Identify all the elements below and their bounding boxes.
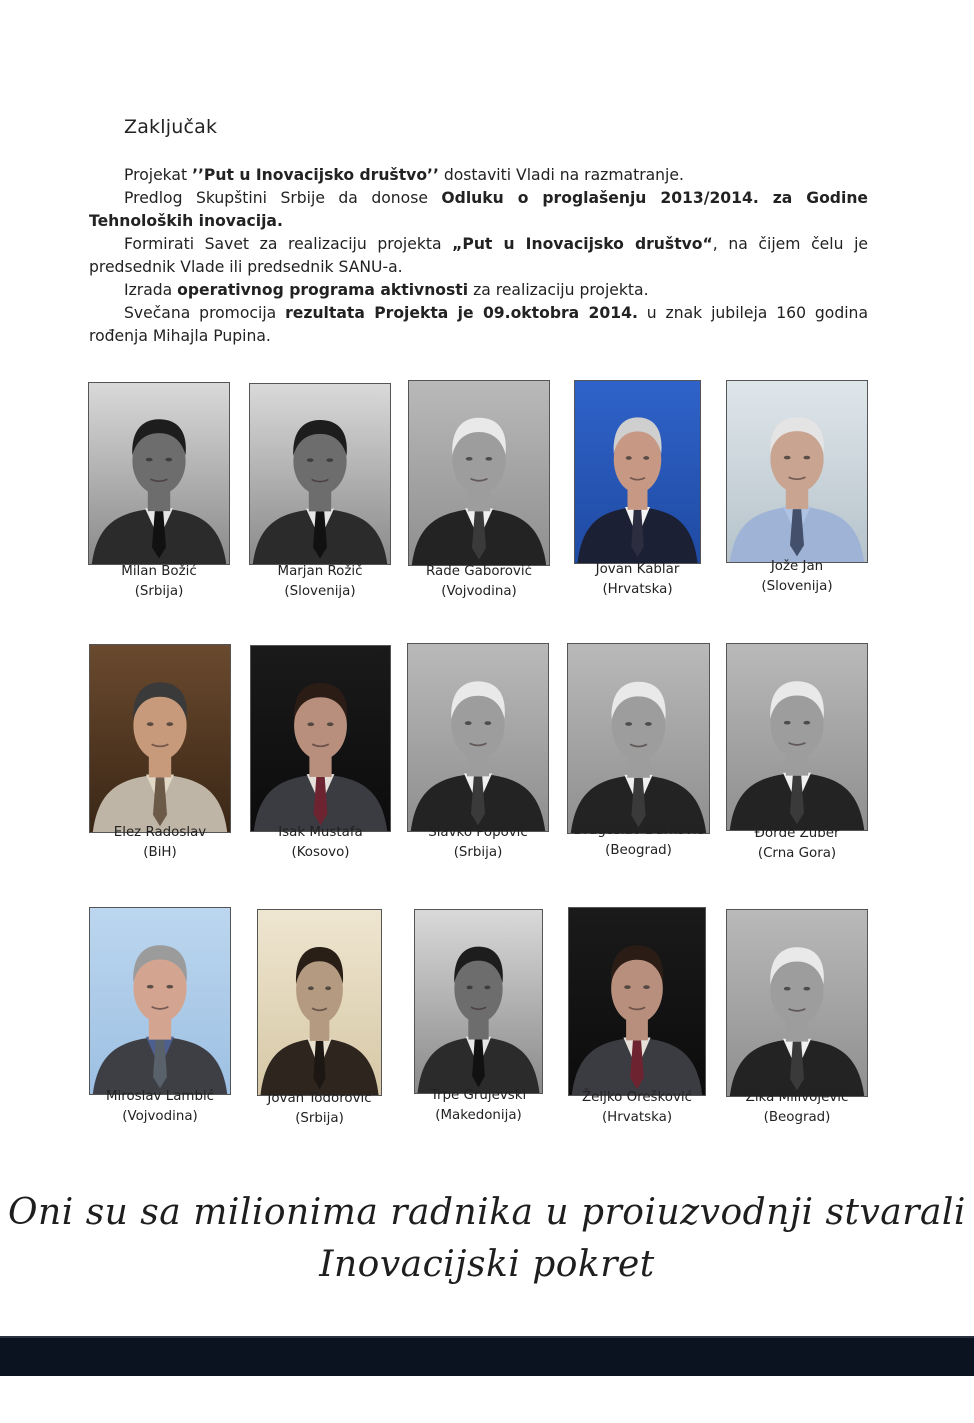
bold-phrase: rezultata Projekta je 09.oktobra 2014.	[285, 304, 638, 322]
person-name: Slavko Popović	[428, 825, 528, 840]
person-name: Đorđe Zuber	[754, 826, 840, 841]
portrait-caption	[389, 1086, 569, 1126]
portrait-caption	[707, 557, 887, 597]
portrait-caption	[547, 1088, 727, 1128]
text-run: u znak jubileja 160 godina rođenja Mihajla Pupina.	[89, 304, 868, 345]
bold-phrase: ’’Put u Inovacijsko društvo’’	[192, 166, 439, 184]
text-run: Formirati Savet za realizaciju projekta	[124, 235, 453, 253]
portrait-photo	[257, 909, 382, 1096]
portrait-photo	[414, 909, 543, 1094]
person-name: Jovan Todorović	[267, 1091, 372, 1106]
portrait-caption	[549, 821, 729, 861]
paragraph	[89, 187, 868, 233]
portrait-photo	[726, 380, 868, 563]
person-region: (Srbija)	[453, 845, 503, 860]
paragraph	[89, 233, 868, 279]
paragraph	[89, 164, 868, 187]
person-name: Elez Radoslav	[113, 825, 207, 840]
text-run: dostaviti Vladi na razmatranje.	[438, 166, 684, 184]
paragraph	[89, 279, 868, 302]
paragraph	[89, 302, 868, 348]
portrait-caption	[707, 824, 887, 864]
portrait-caption	[70, 823, 250, 863]
person-region: (Srbija)	[134, 584, 184, 599]
person-region: (Beograd)	[763, 1110, 831, 1125]
person-name: Jovan Kablar	[595, 562, 680, 577]
portrait-photo	[88, 382, 230, 565]
person-region: (Slovenija)	[284, 584, 356, 599]
text-run: Izrada	[124, 281, 178, 299]
person-name: Isak Mustafa	[278, 825, 363, 840]
person-name: Marjan Rožič	[277, 564, 363, 579]
person-region: (Beograd)	[605, 843, 672, 858]
person-name: Zika Milivojević	[745, 1090, 849, 1105]
text-run: , na čijem čelu je predsednik Vlade ili predsednik SANU-a.	[89, 235, 868, 276]
text-run: Projekat	[124, 166, 193, 184]
portrait-caption	[230, 562, 410, 602]
person-region: (Vojvodina)	[441, 584, 517, 599]
person-name: Rade Gaborović	[426, 564, 532, 579]
portrait-photo	[574, 380, 701, 564]
portrait-photo	[726, 909, 868, 1097]
person-name: Jože Jan	[770, 559, 824, 574]
bold-phrase: „Put u Inovacijsko društvo“	[452, 235, 713, 253]
bold-phrase: Odluku o proglašenju 2013/2014. za Godine Tehnoloških inovacija.	[89, 189, 868, 230]
person-region: (Srbija)	[295, 1111, 344, 1126]
person-name: Željko Orešković	[581, 1090, 693, 1105]
text-run: Predlog Skupštini Srbije da donose	[124, 189, 442, 207]
bold-phrase: operativnog programa aktivnosti	[177, 281, 469, 299]
person-name: Milan Božić	[121, 564, 197, 579]
portrait-caption	[70, 1087, 250, 1127]
person-region: (Crna Gora)	[757, 846, 837, 861]
portrait-caption	[230, 1089, 410, 1129]
footer-bar	[0, 1336, 974, 1376]
person-region: (BiH)	[143, 845, 177, 860]
portrait-photo	[568, 907, 706, 1096]
conclusion-text	[89, 164, 868, 348]
portrait-photo	[249, 383, 391, 565]
portrait-caption	[69, 562, 249, 602]
person-name: Trpe Grujevski	[430, 1088, 527, 1103]
motto-line-1: Oni su sa milionima radnika u proiuzvodnji stvarali	[8, 1192, 966, 1233]
person-region: (Hrvatska)	[602, 582, 673, 597]
portrait-photo	[407, 643, 549, 832]
portrait-caption	[707, 1088, 887, 1128]
portrait-photo	[726, 643, 868, 831]
portrait-caption	[548, 560, 728, 600]
portrait-photo	[408, 380, 550, 566]
person-region: (Makedonija)	[435, 1108, 522, 1123]
person-name: Dragoslav Durković	[573, 823, 704, 838]
person-region: (Kosovo)	[291, 845, 350, 860]
portrait-caption	[388, 823, 568, 863]
portrait-photo	[89, 907, 231, 1095]
text-run: za realizaciju projekta.	[468, 281, 649, 299]
portrait-photo	[567, 643, 710, 834]
person-region: (Slovenija)	[761, 579, 833, 594]
motto-line-2: Inovacijski pokret	[319, 1244, 655, 1285]
person-region: (Hrvatska)	[601, 1110, 673, 1125]
person-name: Miroslav Lambić	[105, 1089, 215, 1104]
portrait-photo	[89, 644, 231, 833]
section-heading: Zaključak	[124, 116, 218, 138]
person-region: (Vojvodina)	[122, 1109, 198, 1124]
portrait-caption	[231, 823, 411, 863]
portrait-photo	[250, 645, 391, 832]
text-run: Svečana promocija	[124, 304, 286, 322]
portrait-caption	[389, 562, 569, 602]
